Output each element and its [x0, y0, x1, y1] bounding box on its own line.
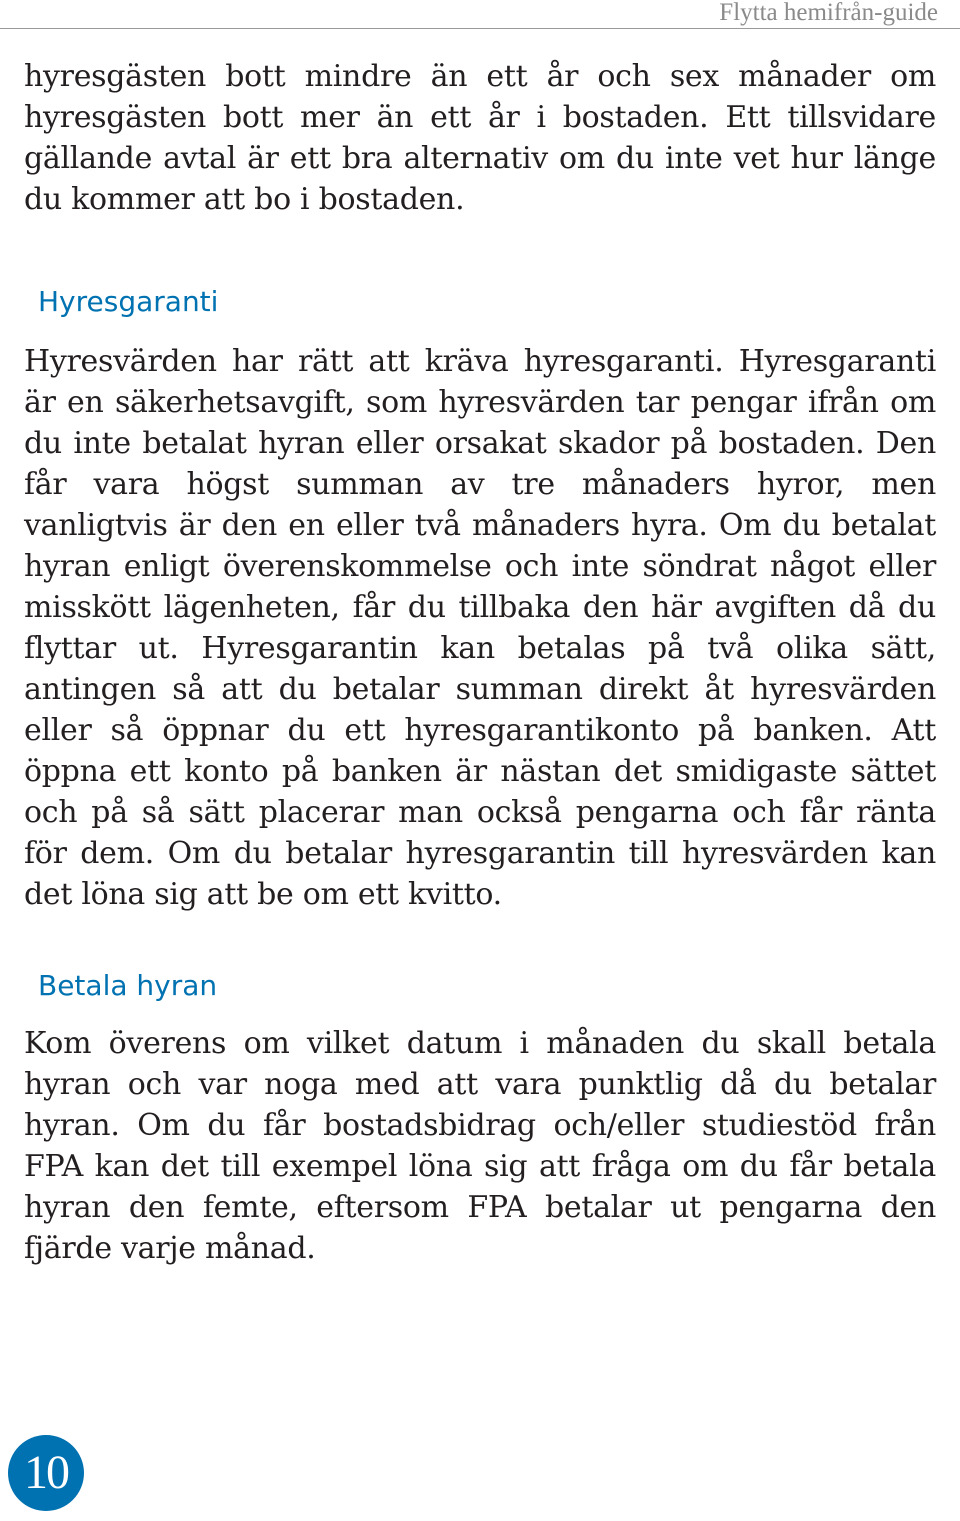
running-header: Flytta hemifrån-guide — [719, 0, 938, 26]
betala-hyran-paragraph: Kom överens om vilket datum i månaden du skall betala hyran och var noga med att vara punktlig då du betalar hyran. Om du får bostadsbidrag och/eller studiestöd från FPA kan det till exempel löna sig att fråga om du får betala hyran den femte, eftersom FPA betalar ut pengarna den fjärde varje månad. — [24, 1026, 936, 1266]
header-divider — [0, 28, 960, 29]
hyresgaranti-paragraph: Hyresvärden har rätt att kräva hyresgaranti. Hyresgaranti är en säkerhetsavgift, som hyresvärden tar pengar ifrån om du inte betalat hyran eller orsakat skador på bostaden. Den får vara högst summan av tre månaders hyror, men vanligtvis är den en eller två månaders hyra. Om du betalat hyran enligt överenskommelse och inte söndrat något eller misskött lägenheten, får du tillbaka den här avgiften då du flyttar ut. Hyresgarantin kan betalas på två olika sätt, antingen så att du betalar summan direkt åt hyresvärden eller så öppnar du ett hyresgarantikonto på banken. Att öppna ett konto på banken är nästan det smidigaste sättet och på så sätt placerar man också pengarna och får ränta för dem. Om du betalar hyresgarantin till hyresvärden kan det löna sig att be om ett kvitto. — [24, 344, 936, 912]
section-heading-betala-hyran: Betala hyran — [38, 969, 218, 1002]
page-content — [24, 56, 936, 1269]
section-heading-hyresgaranti: Hyresgaranti — [38, 285, 219, 318]
page-number-badge: 10 — [8, 1435, 84, 1511]
intro-paragraph: hyresgästen bott mindre än ett år och sex månader om hyresgästen bott mer än ett år i bostaden. Ett tillsvidare gällande avtal är ett bra alternativ om du inte vet hur länge du kommer att bo i bostaden. — [24, 59, 936, 217]
